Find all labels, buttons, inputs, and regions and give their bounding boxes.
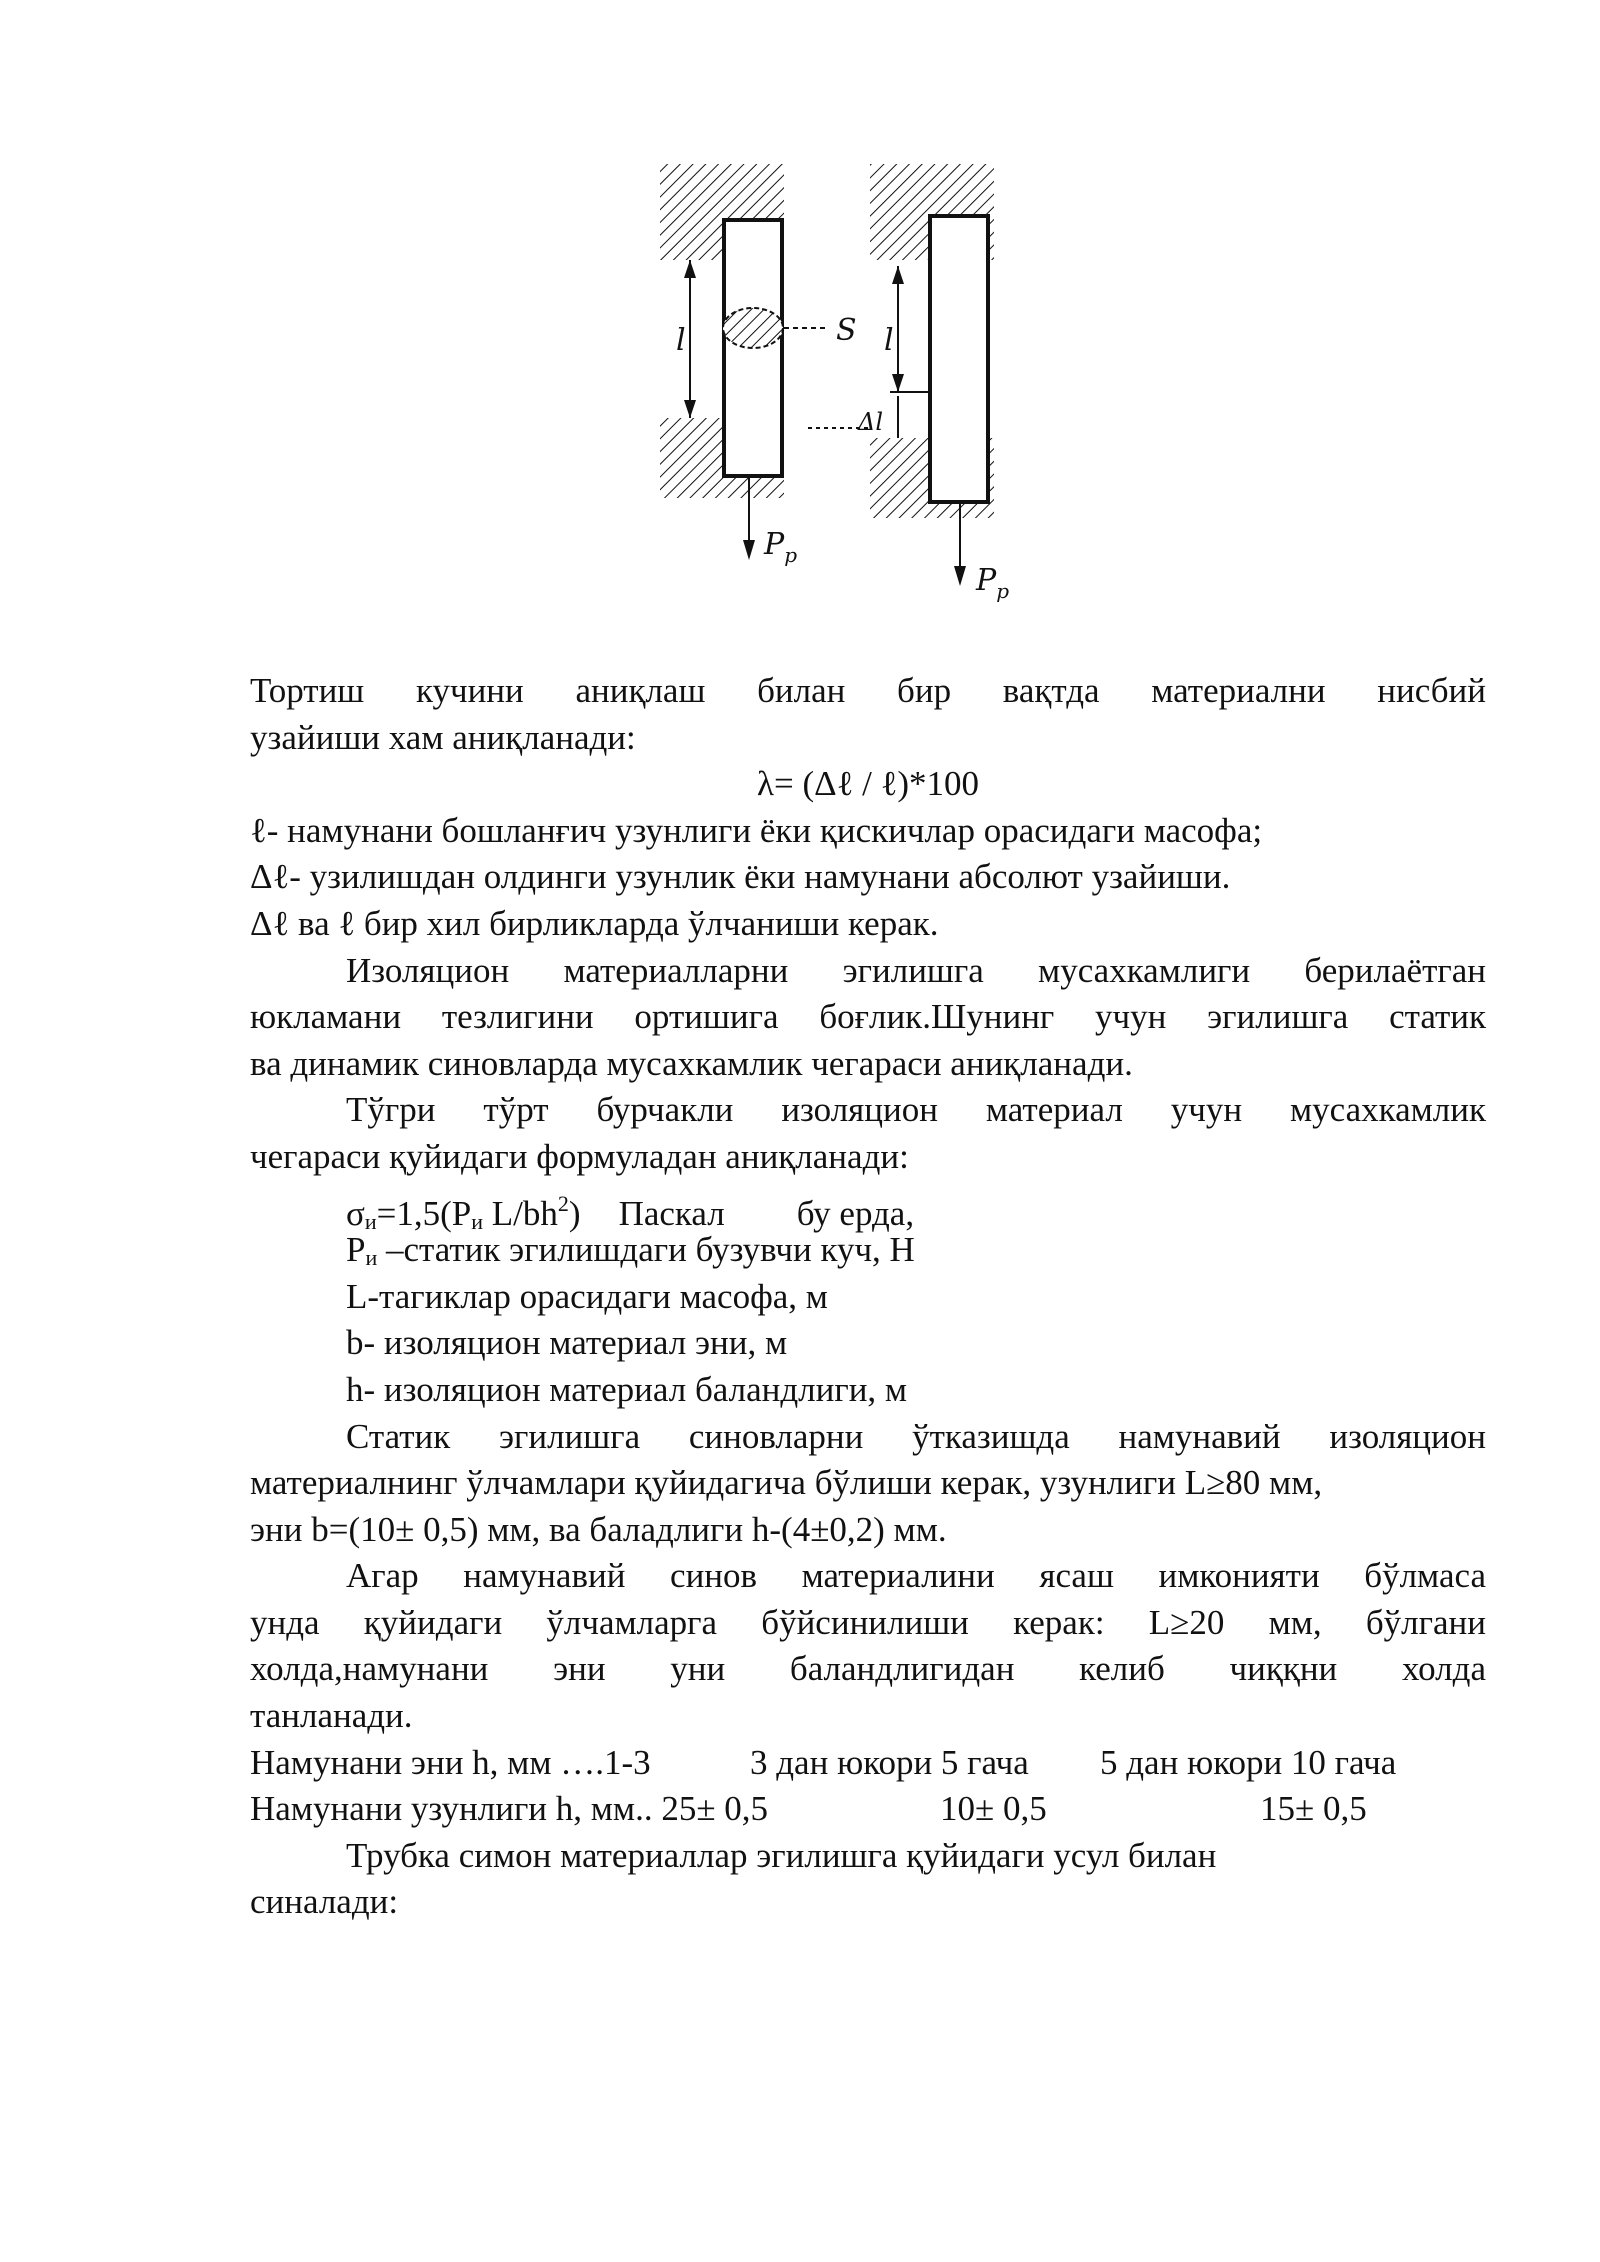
sizes-row-width: Намунани эни h, мм ….1-3 3 дан юкори 5 гача 5 дан юкори 10 гача — [250, 1742, 1397, 1782]
paragraph-line: узайиши хам аниқланади: — [250, 717, 636, 757]
paragraph-line: юкламани тезлигини ортишига боғлик.Шунинг учун эгилишга статик — [250, 997, 1486, 1037]
paragraph-line: унда қуйидаги ўлчамларга бўйсинилиши керак: L≥20 мм, бўлгани — [250, 1602, 1486, 1642]
paragraph-line: Статик эгилишга синовларни ўтказишда намунавий изоляцион — [346, 1416, 1486, 1456]
s-label: S — [836, 313, 857, 348]
force-label-right: $P_p$ — [976, 563, 1009, 603]
neck-section — [723, 308, 783, 348]
paragraph-line: холда,намунани эни уни баландлигидан келиб чиққни холда — [250, 1649, 1486, 1689]
length-label-right: l — [884, 323, 894, 358]
paragraph-line: эни b=(10± 0,5) мм, ва баладлиги h-(4±0,2) мм. — [250, 1509, 947, 1549]
paragraph-line: Изоляцион материалларни эгилишга мусахкамлиги берилаётган — [346, 950, 1486, 990]
variable-line: L-тагиклар орасидаги масофа, м — [346, 1276, 828, 1316]
elongation-formula: λ= (Δℓ / ℓ)*100 — [756, 764, 980, 804]
delta-l-label: Δl — [858, 408, 884, 436]
paragraph-line: Трубка симон материаллар эгилишга қуйидаги усул билан — [346, 1835, 1217, 1875]
bending-strength-formula: σи=1,5(Pи $L/bh^2$) Паскал бу ерда, — [346, 1190, 915, 1234]
paragraph-line: Тортиш кучини аниқлаш билан бир вақтда материални нисбий — [250, 671, 1486, 710]
body-text — [250, 668, 1486, 1926]
paragraph-line: Агар намунавий синов материалини ясаш имконияти бўлмаса — [346, 1556, 1486, 1596]
variable-line: h- изоляцион материал баландлиги, м — [346, 1369, 908, 1409]
right-specimen — [930, 216, 988, 502]
paragraph-line: синалади: — [250, 1882, 399, 1922]
paragraph-line: ва динамик синовларда мусахкамлик чегараси аниқланади. — [250, 1043, 1133, 1083]
paragraph-line: чегараси қуйидаги формуладан аниқланади: — [250, 1136, 909, 1176]
definition-line: ℓ- намунани бошланғич узунлиги ёки қискичлар орасидаги масофа; — [250, 810, 1263, 850]
specimen-diagram — [640, 140, 1100, 640]
paragraph-line: материалнинг ўлчамлари қуйидагича бўлиши керак, узунлиги L≥80 мм, — [250, 1463, 1323, 1503]
variable-line: Pи –статик эгилишдаги бузувчи куч, Н — [346, 1230, 915, 1271]
tensile-test-drawing — [640, 140, 1100, 640]
definition-line: Δℓ ва ℓ бир хил бирликларда ўлчаниши керак. — [250, 903, 939, 943]
paragraph-line: танланади. — [250, 1696, 413, 1736]
sizes-row-length: Намунани узунлиги h, мм.. 25± 0,5 10± 0,5 15± 0,5 — [250, 1789, 1367, 1829]
variable-line: b- изоляцион материал эни, м — [346, 1323, 788, 1363]
length-label-left: l — [676, 323, 686, 358]
paragraph-line: Тўгри тўрт бурчакли изоляцион материал учун мусахкамлик — [346, 1090, 1486, 1130]
definition-line: Δℓ- узилишдан олдинги узунлик ёки намунани абсолют узайиши. — [250, 857, 1231, 897]
force-label-left: $P_p$ — [764, 527, 797, 567]
